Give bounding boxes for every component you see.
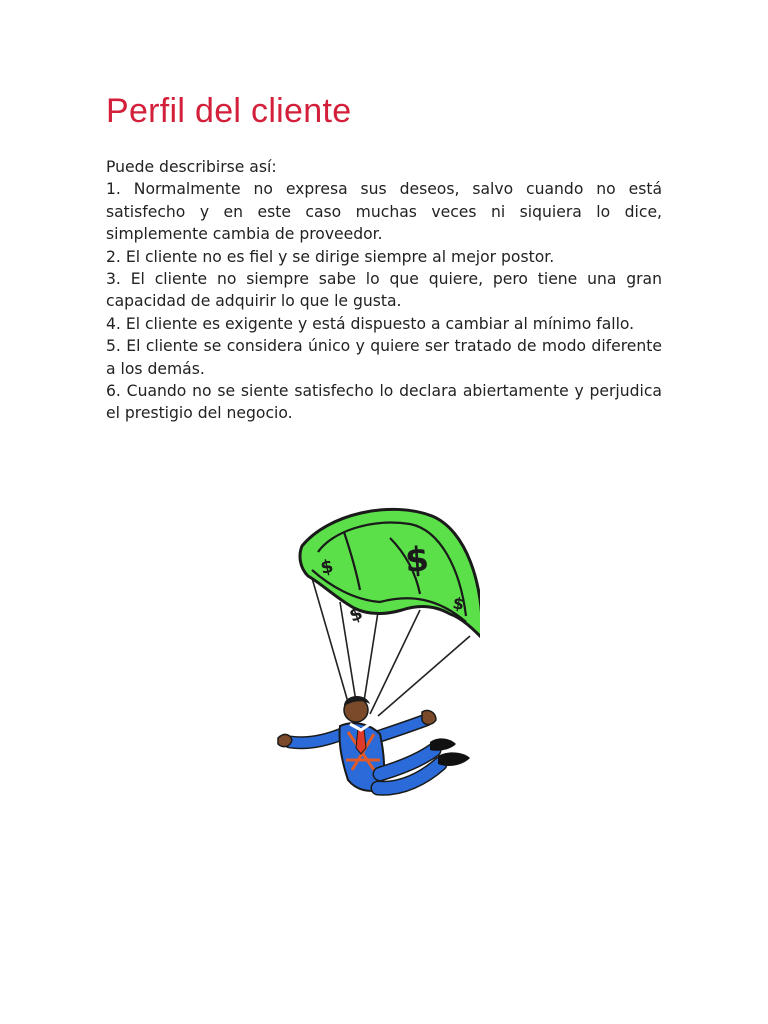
- list-item: 2. El cliente no es fiel y se dirige siempre al mejor postor.: [106, 247, 555, 266]
- svg-text:$: $: [318, 555, 336, 579]
- svg-text:$: $: [451, 593, 466, 614]
- svg-text:$: $: [403, 539, 431, 581]
- list-item: 5. El cliente se considera único y quiere ser tratado de modo diferente a los demás.: [106, 337, 662, 378]
- page-title: Perfil del cliente: [106, 92, 352, 130]
- money-parachute-businessman-icon: [270, 498, 480, 814]
- intro-text: Puede describirse así:: [106, 158, 277, 176]
- svg-text:$: $: [346, 602, 366, 627]
- list-item: 4. El cliente es exigente y está dispuesto a cambiar al mínimo fallo.: [106, 314, 635, 333]
- document-body: [106, 156, 662, 425]
- list-item: 1. Normalmente no expresa sus deseos, salvo cuando no está satisfecho y en este caso muchas veces ni siquiera lo dice, simplemente cambia de proveedor.: [106, 180, 662, 244]
- list-item: 6. Cuando no se siente satisfecho lo declara abiertamente y perjudica el prestigio del negocio.: [106, 382, 662, 423]
- list-item: 3. El cliente no siempre sabe lo que quiere, pero tiene una gran capacidad de adquirir lo que le gusta.: [106, 270, 662, 311]
